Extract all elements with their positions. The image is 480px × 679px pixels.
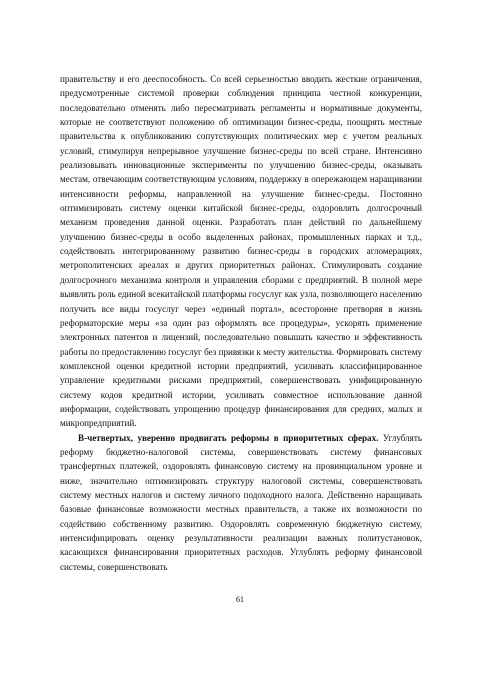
page-number: 61 [236, 595, 244, 604]
document-page [60, 72, 422, 574]
body-paragraph-1 [60, 72, 422, 431]
paragraph-2-lead: В-четвертых, уверенно продвигать реформы в приоритетных сферах. [78, 432, 379, 443]
paragraph-2-text: Углублять реформу бюджетно-налоговой системы, совершенствовать систему финансовых трансфертных платежей, оздоровлять финансовую систему на провинциальном уровне и ниже, значительно оптимизировать структуру налоговой системы, совершенствовать систему местных налогов и систему личного подоходного налога. Действенно наращивать базовые финансовые возможности местных правительств, а также их возможности по содействию собственному развитию. Оздоровлять современную бюджетную систему, интенсифицировать оценку результативности реализации важных политустановок, касающихся финансирования приоритетных расходов. Углублять реформу финансовой системы, совершенствовать [60, 432, 422, 572]
body-paragraph-2 [60, 431, 422, 574]
paragraph-1-text: правительству и его дееспособность. Со всей серьезностью вводить жесткие ограничения, предусмотренные системой проверки соблюдения принципа честной конкуренции, последовательно отменять либо пересматривать регламенты и нормативные документы, которые не соответствуют положению об оптимизации бизнес-среды, поощрять местные правительства к опубликованию сопутствующих политических мер с учетом реальных условий, стимулируя непрерывное улучшение бизнес-среды по всей стране. Интенсивно реализовывать инновационные эксперименты по улучшению бизнес-среды, оказывать местам, отвечающим соответствующим условиям, поддержку в опережающем наращивании интенсивности реформы, направленной на улучшение бизнес-среды. Постоянно оптимизировать систему оценки китайской бизнес-среды, оздоровлять долгосрочный механизм проведения данной оценки. Разработать план действий по дальнейшему улучшению бизнес-среды в особо выделенных районах, промышленных парках и т.д., содействовать интегрированному развитию бизнес-среды в городских агломерациях, метрополитенских ареалах и других приоритетных районах. Стимулировать создание долгосрочного механизма контроля и управления сборами с предприятий. В полной мере выявлять роль единой всекитайской платформы госуслуг как узла, позволяющего населению получить все виды госуслуг через «единый портал», всесторонне претворяя в жизнь реформаторские меры «за один раз оформлять все процедуры», ускорять применение электронных патентов и лицензий, последовательно повышать качество и эффективность работы по предоставлению госуслуг без привязки к месту жительства. Формировать систему комплексной оценки кредитной истории предприятий, усиливать классифицированное управление кредитными рисками предприятий, совершенствовать унифицированную систему кодов кредитной истории, усиливать совместное использование данной информации, содействовать упрощению процедур финансирования для средних, малых и микропредприятий. [60, 74, 422, 429]
